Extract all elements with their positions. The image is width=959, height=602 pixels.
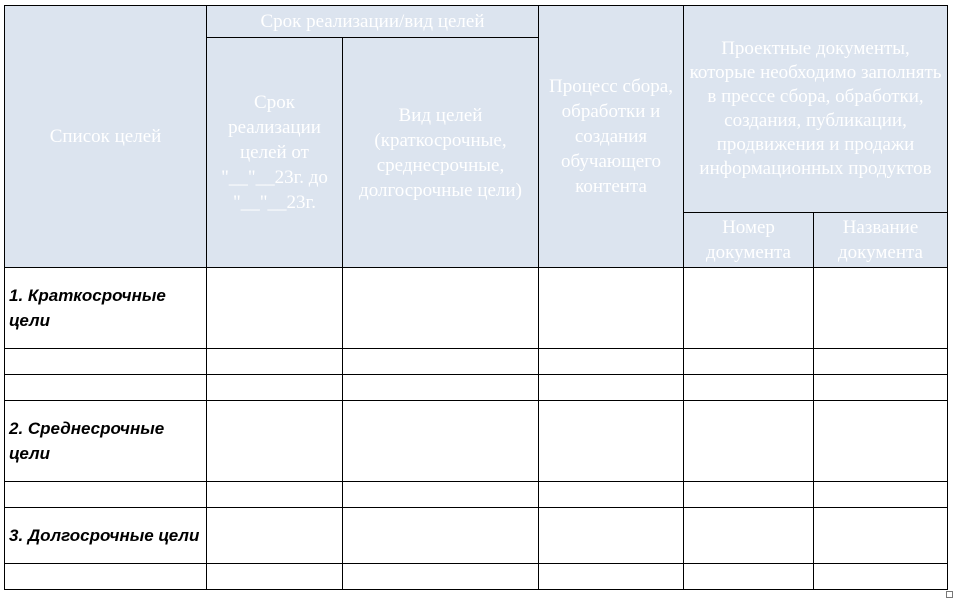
table-cell[interactable] [684, 564, 814, 590]
table-row [5, 375, 948, 401]
table-cell[interactable] [814, 482, 948, 508]
table-cell[interactable] [814, 349, 948, 375]
table-resize-handle[interactable] [946, 591, 953, 598]
table-row [5, 564, 948, 590]
table-cell[interactable] [207, 375, 343, 401]
header-doc-number: Номер документа [684, 213, 814, 268]
table-cell[interactable] [5, 349, 207, 375]
table-row [5, 482, 948, 508]
table-cell[interactable] [207, 268, 343, 349]
header-process: Процесс сбора, обработки и создания обучающего контента [539, 6, 684, 268]
header-period: Срок реализации целей от "__"__23г. до "__"__23г. [207, 38, 343, 268]
table-cell[interactable] [5, 482, 207, 508]
header-doc-name: Название документа [814, 213, 948, 268]
group-long-term: 3. Долгосрочные цели [5, 508, 207, 564]
table-row [5, 401, 948, 482]
table-cell[interactable] [343, 508, 539, 564]
table-cell[interactable] [814, 268, 948, 349]
table-cell[interactable] [343, 401, 539, 482]
table-cell[interactable] [207, 401, 343, 482]
table-row [5, 349, 948, 375]
table-cell[interactable] [343, 482, 539, 508]
header-period-type-group: Срок реализации/вид целей [207, 6, 539, 38]
table-cell[interactable] [684, 375, 814, 401]
table-cell[interactable] [684, 349, 814, 375]
header-goals-list: Список целей [5, 6, 207, 268]
table-cell[interactable] [814, 508, 948, 564]
table-cell[interactable] [343, 564, 539, 590]
table-row [5, 268, 948, 349]
header-goal-type: Вид целей (краткосрочные, среднесрочные, долгосрочные цели) [343, 38, 539, 268]
table-cell[interactable] [5, 564, 207, 590]
table-cell[interactable] [207, 349, 343, 375]
group-medium-term: 2. Среднесрочные цели [5, 401, 207, 482]
goals-table [4, 5, 948, 590]
group-short-term: 1. Краткосрочные цели [5, 268, 207, 349]
table-cell[interactable] [539, 508, 684, 564]
table-cell[interactable] [814, 401, 948, 482]
table-cell[interactable] [5, 375, 207, 401]
table-cell[interactable] [684, 482, 814, 508]
table-cell[interactable] [539, 482, 684, 508]
table-cell[interactable] [814, 375, 948, 401]
table-cell[interactable] [684, 401, 814, 482]
table-cell[interactable] [539, 375, 684, 401]
table-cell[interactable] [343, 268, 539, 349]
table-cell[interactable] [207, 482, 343, 508]
table-cell[interactable] [539, 564, 684, 590]
table-cell[interactable] [684, 268, 814, 349]
header-project-docs: Проектные документы, которые необходимо заполнять в прессе сбора, обработки, создания, публикации, продвижения и продажи информационных продуктов [684, 6, 948, 213]
table-cell[interactable] [343, 375, 539, 401]
table-cell[interactable] [539, 268, 684, 349]
table-cell[interactable] [814, 564, 948, 590]
table-cell[interactable] [207, 564, 343, 590]
table-row [5, 508, 948, 564]
table-cell[interactable] [684, 508, 814, 564]
table-cell[interactable] [539, 349, 684, 375]
table-cell[interactable] [207, 508, 343, 564]
table-cell[interactable] [539, 401, 684, 482]
table-cell[interactable] [343, 349, 539, 375]
